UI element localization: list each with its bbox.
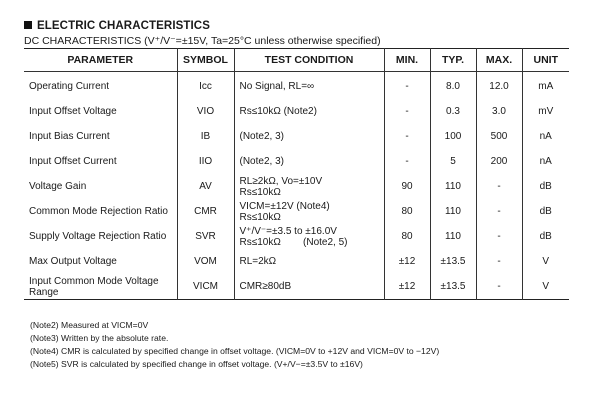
cell-typ: 5 [430,149,476,174]
table-row [24,174,569,199]
cell-max: 500 [476,124,522,149]
cell-parameter: Voltage Gain [29,181,87,192]
table-row [24,224,569,249]
cell-max: 3.0 [476,99,522,124]
cell-min: 80 [384,199,430,224]
cell-max: - [476,274,522,300]
cell-unit: mA [522,72,569,100]
note-4: (Note4) CMR is calculated by specified change in offset voltage. (VICM=0V to +12V and VICM=0V to −12V) [30,346,440,356]
header-typ: TYP. [430,49,476,72]
cell-typ: 0.3 [430,99,476,124]
condition-line-1: VICM=±12V (Note4) [239,200,330,212]
cell-typ: ±13.5 [430,249,476,274]
condition-line-2: Rs≤10kΩ [239,186,281,198]
cell-min: - [384,124,430,149]
cell-unit: nA [522,124,569,149]
section-heading [24,20,210,32]
cell-min: - [384,99,430,124]
header-unit: UNIT [522,49,569,72]
cell-symbol: CMR [177,199,234,224]
cell-typ: 110 [430,224,476,249]
cell-min: - [384,149,430,174]
cell-symbol: AV [177,174,234,199]
cell-condition [234,174,384,199]
header-min: MIN. [384,49,430,72]
square-bullet-icon [24,21,32,29]
cell-typ: 8.0 [430,72,476,100]
table-row [24,124,569,149]
cell-unit: dB [522,174,569,199]
note-2: (Note2) Measured at VICM=0V [30,320,149,330]
header-test-condition: TEST CONDITION [234,49,384,72]
cell-symbol: VIO [177,99,234,124]
cell-min: - [384,72,430,100]
cell-typ: 110 [430,174,476,199]
table-row [24,149,569,174]
cell-typ: ±13.5 [430,274,476,300]
cell-symbol: IIO [177,149,234,174]
condition-line-2: Rs≤10kΩ [239,211,281,223]
header-parameter: PARAMETER [24,49,177,72]
cell-parameter: Input Bias Current [29,131,110,142]
note-5: (Note5) SVR is calculated by specified change in offset voltage. (V+/V−=±3.5V to ±16V) [30,359,363,369]
table-row [24,99,569,124]
condition-line-1: RL=2kΩ [239,256,277,267]
table-row [24,274,569,300]
cell-min: ±12 [384,274,430,300]
cell-symbol: VICM [177,274,234,300]
cell-symbol: VOM [177,249,234,274]
notes [30,319,439,371]
cell-condition [234,224,384,249]
cell-unit: mV [522,99,569,124]
cell-parameter: Operating Current [29,81,110,92]
condition-line-2: Rs≤10kΩ (Note2, 5) [239,236,348,248]
cell-symbol: IB [177,124,234,149]
cell-unit: nA [522,149,569,174]
cell-condition [234,99,384,124]
cell-typ: 100 [430,124,476,149]
cell-condition [234,124,384,149]
cell-max: - [476,249,522,274]
cell-symbol: Icc [177,72,234,100]
cell-condition [234,199,384,224]
cell-parameter: Input Offset Current [29,156,117,167]
table-row [24,199,569,224]
table-header-row [24,49,569,72]
cell-parameter: Common Mode Rejection Ratio [29,206,168,217]
condition-line-1: V⁺/V⁻=±3.5 to ±16.0V [239,225,337,237]
cell-condition [234,72,384,100]
cell-max: 12.0 [476,72,522,100]
cell-min: 90 [384,174,430,199]
cell-max: - [476,224,522,249]
cell-min: 80 [384,224,430,249]
section-subtitle: DC CHARACTERISTICS (V⁺/V⁻=±15V, Ta=25°C unless otherwise specified) [24,35,381,47]
section-title: ELECTRIC CHARACTERISTICS [37,20,210,32]
cell-symbol: SVR [177,224,234,249]
cell-min: ±12 [384,249,430,274]
cell-parameter: Input Common Mode Voltage Range [29,275,159,298]
note-3: (Note3) Written by the absolute rate. [30,333,169,343]
header-max: MAX. [476,49,522,72]
cell-condition [234,249,384,274]
condition-line-1: CMR≥80dB [239,281,292,292]
cell-condition [234,149,384,174]
cell-condition [234,274,384,300]
cell-parameter: Supply Voltage Rejection Ratio [29,231,167,242]
condition-line-1: RL≥2kΩ, Vo=±10V [239,175,323,187]
cell-parameter: Max Output Voltage [29,256,117,267]
header-symbol: SYMBOL [177,49,234,72]
cell-typ: 110 [430,199,476,224]
table-row [24,249,569,274]
table-row [24,72,569,100]
cell-max: - [476,174,522,199]
cell-max: 200 [476,149,522,174]
cell-max: - [476,199,522,224]
cell-unit: dB [522,224,569,249]
cell-unit: V [522,274,569,300]
condition-line-1: No Signal, RL=∞ [239,81,315,92]
condition-line-1: (Note2, 3) [239,131,284,142]
condition-line-1: Rs≤10kΩ (Note2) [239,106,317,117]
cell-unit: V [522,249,569,274]
cell-parameter: Input Offset Voltage [29,106,117,117]
characteristics-table [24,48,569,300]
condition-line-1: (Note2, 3) [239,156,284,167]
cell-unit: dB [522,199,569,224]
